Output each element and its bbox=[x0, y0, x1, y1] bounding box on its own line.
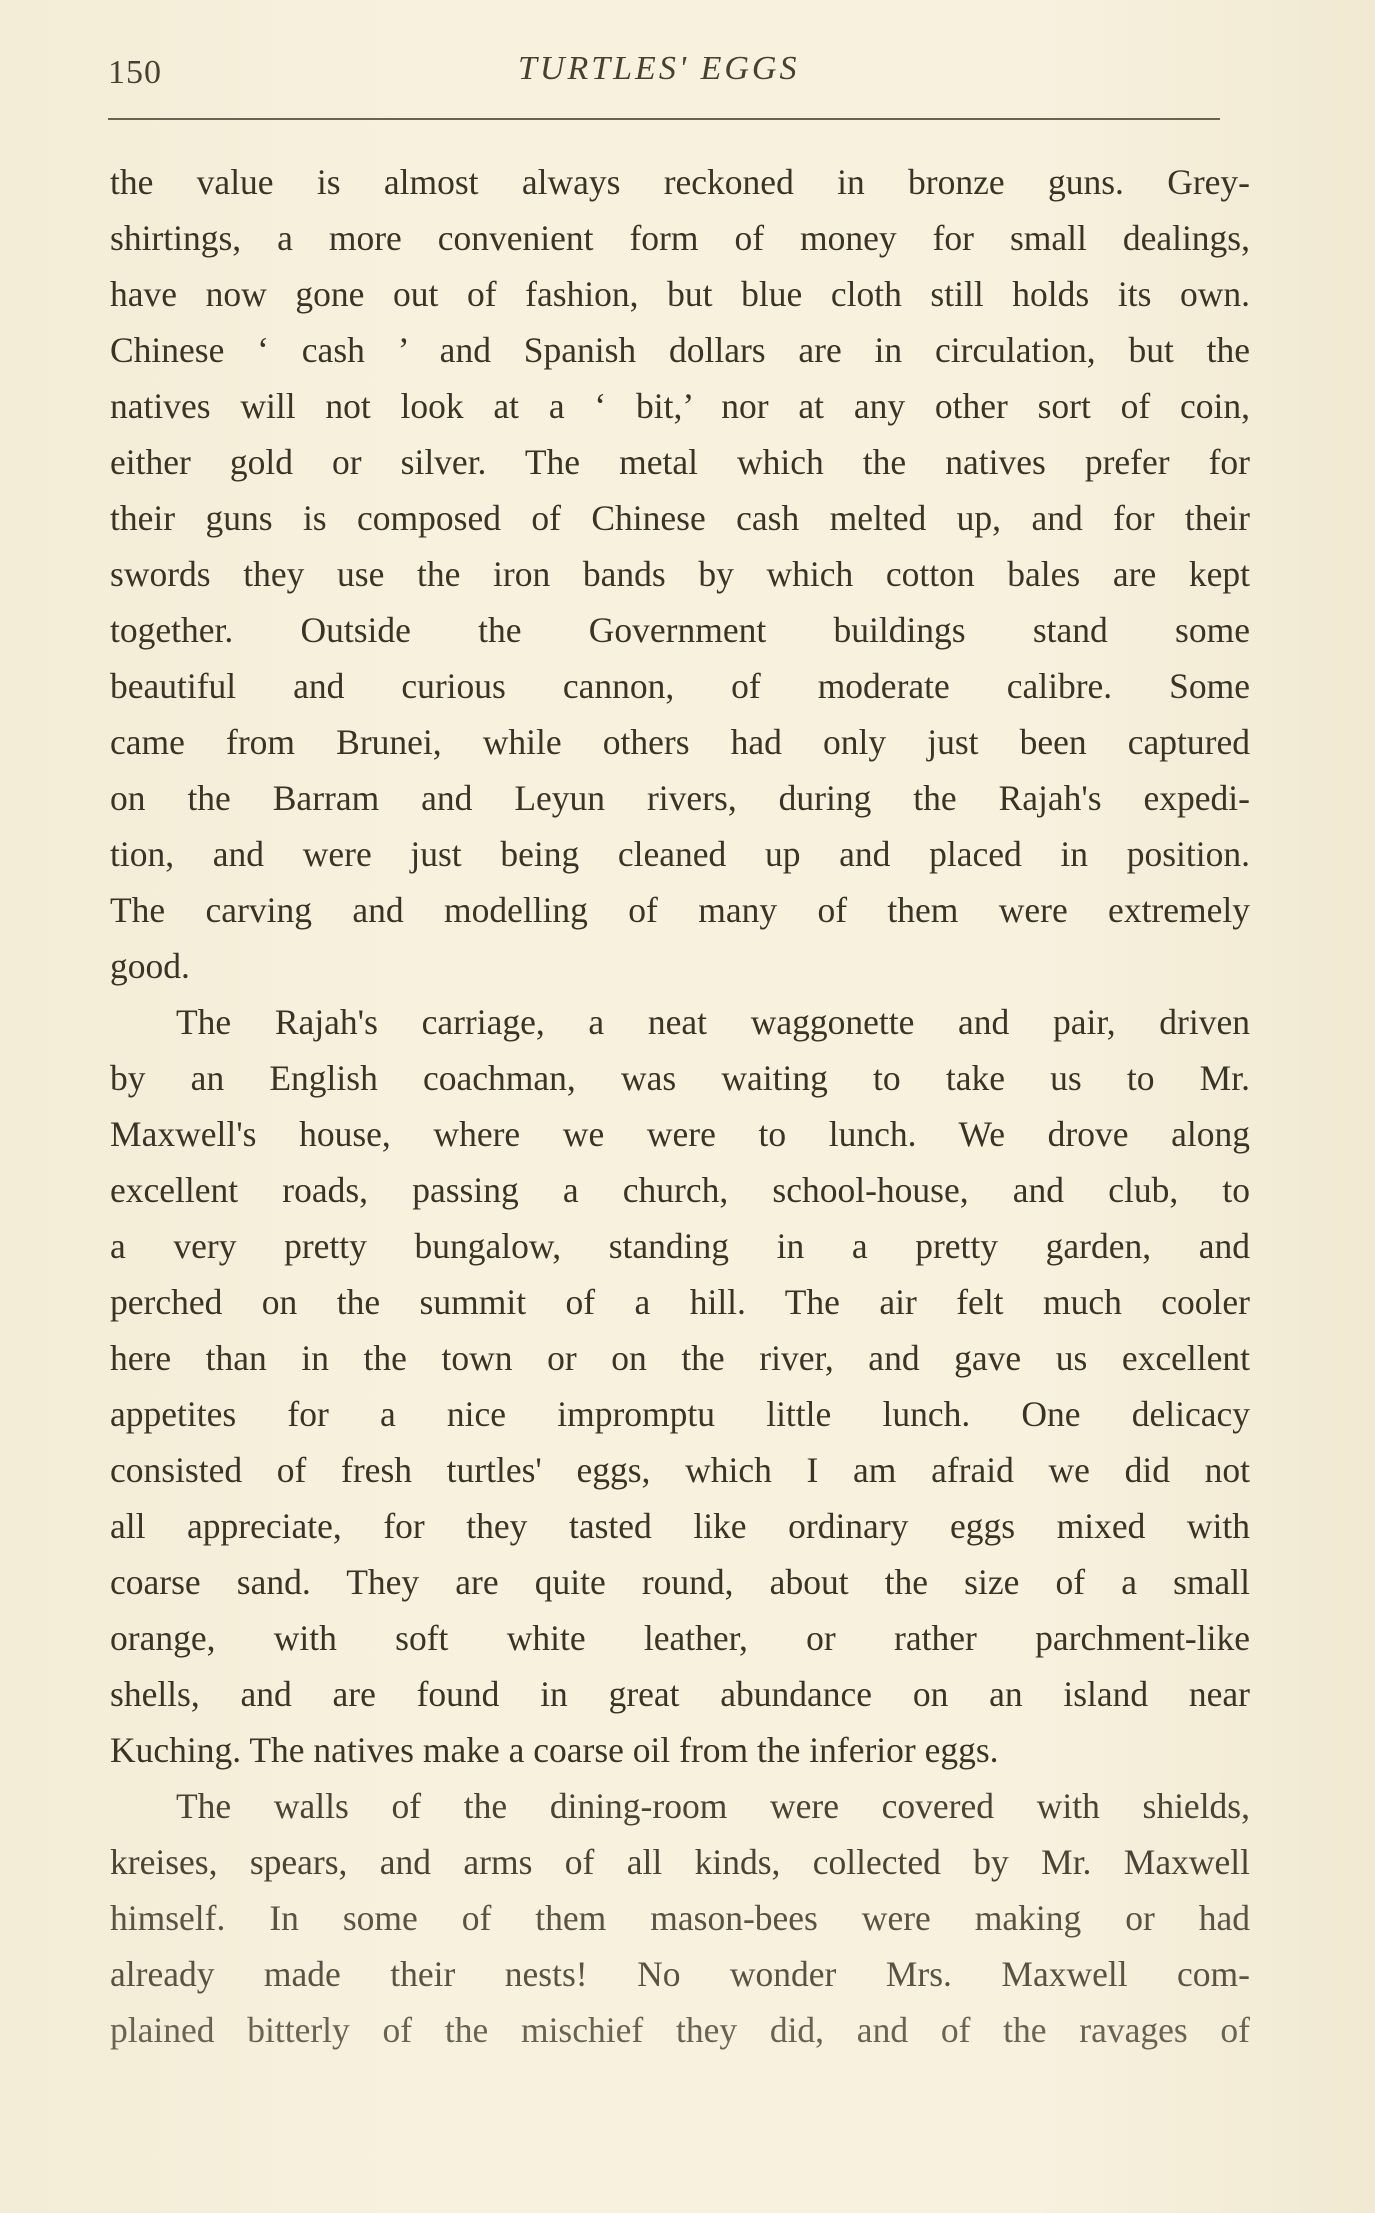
text-line: have now gone out of fashion, but blue cloth still holds its own. bbox=[110, 274, 1250, 314]
running-title: TURTLES' EGGS bbox=[518, 50, 800, 87]
text-line: appetites for a nice impromptu little lunch. One delicacy bbox=[110, 1394, 1250, 1434]
text-line: good. bbox=[110, 946, 190, 986]
text-line: himself. In some of them mason-bees were making or had bbox=[110, 1898, 1250, 1938]
header-rule bbox=[108, 118, 1220, 120]
text-line: by an English coachman, was waiting to take us to Mr. bbox=[110, 1058, 1250, 1098]
text-line: natives will not look at a ‘ bit,’ nor at any other sort of coin, bbox=[110, 386, 1250, 426]
text-line: here than in the town or on the river, and gave us excellent bbox=[110, 1338, 1250, 1378]
text-line: on the Barram and Leyun rivers, during the Rajah's expedi- bbox=[110, 778, 1250, 818]
text-line: shirtings, a more convenient form of money for small dealings, bbox=[110, 218, 1250, 258]
text-line: already made their nests! No wonder Mrs. Maxwell com- bbox=[110, 1954, 1250, 1994]
text-line: coarse sand. They are quite round, about the size of a small bbox=[110, 1562, 1250, 1602]
text-line: kreises, spears, and arms of all kinds, collected by Mr. Maxwell bbox=[110, 1842, 1250, 1882]
text-line: consisted of fresh turtles' eggs, which I am afraid we did not bbox=[110, 1450, 1250, 1490]
body-text bbox=[110, 154, 1250, 2058]
text-line: tion, and were just being cleaned up and placed in position. bbox=[110, 834, 1250, 874]
text-line: plained bitterly of the mischief they did, and of the ravages of bbox=[110, 2010, 1250, 2050]
running-head bbox=[108, 50, 1220, 100]
text-line: orange, with soft white leather, or rather parchment-like bbox=[110, 1618, 1250, 1658]
text-line: shells, and are found in great abundance on an island near bbox=[110, 1674, 1250, 1714]
text-line: The carving and modelling of many of them were extremely bbox=[110, 890, 1250, 930]
text-line: either gold or silver. The metal which the natives prefer for bbox=[110, 442, 1250, 482]
text-line: Kuching. The natives make a coarse oil from the inferior eggs. bbox=[110, 1730, 999, 1770]
text-line: swords they use the iron bands by which cotton bales are kept bbox=[110, 554, 1250, 594]
paragraph-start-line: The Rajah's carriage, a neat waggonette and pair, driven bbox=[176, 1002, 1250, 1042]
text-line: came from Brunei, while others had only just been captured bbox=[110, 722, 1250, 762]
paragraph-start-line: The walls of the dining-room were covered with shields, bbox=[176, 1786, 1250, 1826]
text-line: Maxwell's house, where we were to lunch. We drove along bbox=[110, 1114, 1250, 1154]
text-line: Chinese ‘ cash ’ and Spanish dollars are in circulation, but the bbox=[110, 330, 1250, 370]
text-line: perched on the summit of a hill. The air felt much cooler bbox=[110, 1282, 1250, 1322]
text-line: excellent roads, passing a church, school-house, and club, to bbox=[110, 1170, 1250, 1210]
text-line: a very pretty bungalow, standing in a pretty garden, and bbox=[110, 1226, 1250, 1266]
text-line: together. Outside the Government buildings stand some bbox=[110, 610, 1250, 650]
text-line: their guns is composed of Chinese cash melted up, and for their bbox=[110, 498, 1250, 538]
text-line: the value is almost always reckoned in bronze guns. Grey- bbox=[110, 162, 1250, 202]
text-line: all appreciate, for they tasted like ordinary eggs mixed with bbox=[110, 1506, 1250, 1546]
page-number: 150 bbox=[108, 54, 162, 91]
text-line: beautiful and curious cannon, of moderate calibre. Some bbox=[110, 666, 1250, 706]
